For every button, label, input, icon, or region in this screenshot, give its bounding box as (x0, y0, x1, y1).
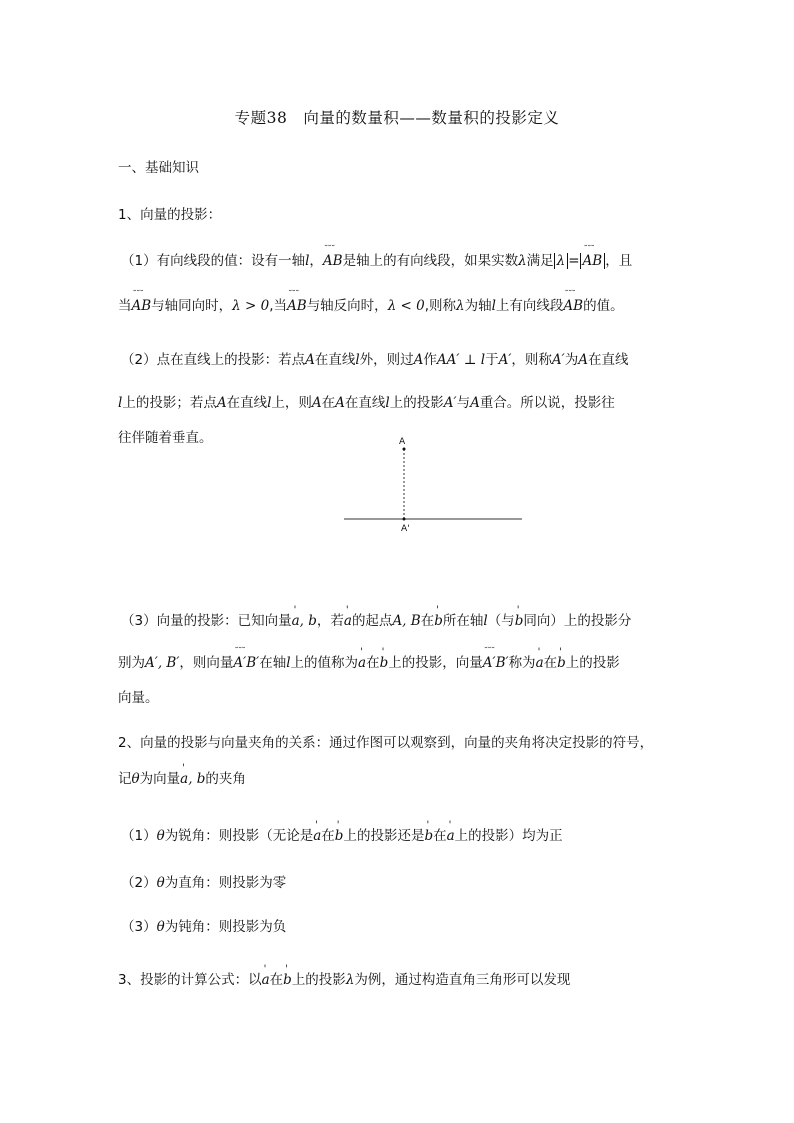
item1-heading: 1、向量的投影： (118, 207, 222, 223)
para3-line3: 向量。 (118, 690, 159, 706)
para3-line1: （3）向量的投影：已知向量' a, b，若' a的起点A, B在' b所在轴l（与' b同向）上的投影分 (121, 611, 631, 631)
para3-line2: 别为A′, B′，则向量˘˘˘ A′B′在轴l上的值称为' a在' b上的投影，向量˘˘˘ A′B′称为' a在' b上的投影 (118, 653, 620, 673)
item2-line2: 记θ为向量' a, b的夹角 (118, 769, 246, 789)
case-acute: （1）θ为锐角：则投影（无论是' a在' b上的投影还是' b在' a上的投影）均为正 (121, 826, 563, 846)
para1-line1: （1）有向线段的值：设有一轴l，˘˘˘ AB是轴上的有向线段，如果实数λ满足 λ =˘˘˘ AB ，且 (121, 251, 632, 271)
label-A-prime: A' (401, 524, 410, 534)
para1-line2: 当˘˘˘ AB与轴同向时，λ > 0,当˘˘˘ AB与轴反向时，λ < 0,则称λ为轴l上有向线段˘˘˘ AB的值。 (118, 296, 624, 316)
case-right: （2）θ为直角：则投影为零 (121, 875, 287, 891)
section-heading: 一、基础知识 (118, 160, 199, 176)
label-A: A (399, 437, 406, 447)
item3-line: 3、投影的计算公式：以' a在' b上的投影λ为例，通过构造直角三角形可以发现 (118, 970, 570, 990)
point-A (403, 448, 406, 451)
projection-diagram (330, 430, 540, 540)
para2-line2: l上的投影；若点A在直线l上，则A在A在直线l上的投影A′与A重合。所以说，投影往 (118, 395, 615, 411)
para2-line3: 往伴随着垂直。 (118, 430, 213, 446)
para2-line1: （2）点在直线上的投影：若点A在直线l外，则过A作AA′ ⊥ l于A′，则称A′为A在直线 (121, 352, 629, 368)
vector-AB: ˘˘˘ AB (323, 251, 343, 271)
case-obtuse: （3）θ为钝角：则投影为负 (121, 919, 287, 935)
page-title: 专题38 向量的数量积——数量积的投影定义 (234, 109, 560, 127)
point-A-prime (403, 518, 406, 521)
item2-line1: 2、向量的投影与向量夹角的关系：通过作图可以观察到，向量的夹角将决定投影的符号， (118, 735, 654, 751)
